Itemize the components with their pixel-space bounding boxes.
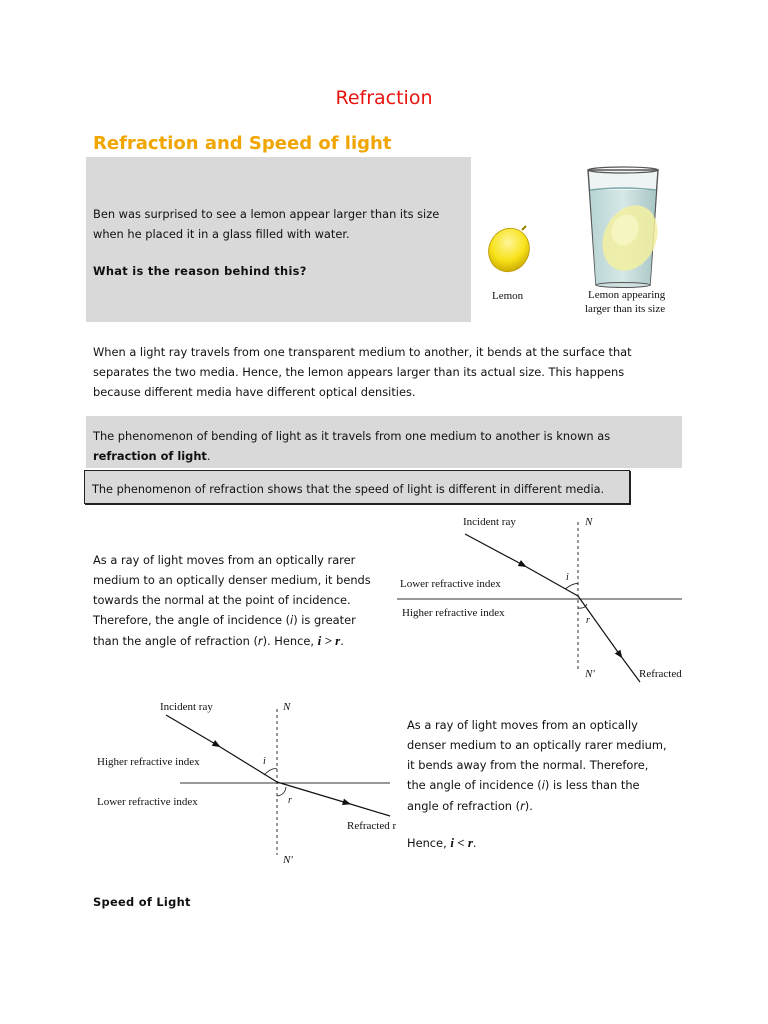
definition-period: .: [206, 449, 211, 463]
diagram1-lower-medium: Higher refractive index: [402, 607, 505, 619]
diagram2-angle-r: r: [288, 795, 292, 806]
speed-of-light-heading: Speed of Light: [93, 895, 191, 909]
rarer-denser-line5-b: ). Hence,: [262, 634, 318, 648]
diagram2-incident-label: Incident ray: [160, 701, 213, 713]
angle-r-symbol: r: [520, 799, 525, 813]
lemon-caption: Lemon: [492, 290, 524, 302]
speed-box-text: The phenomenon of refraction shows that the speed of light is different in different media.: [92, 483, 605, 496]
hence-label: Hence,: [407, 836, 451, 850]
diagram2-normal-top: N: [283, 701, 291, 713]
denser-rarer-hence: [407, 833, 477, 854]
rarer-denser-line4: [93, 610, 356, 631]
intro-text-line2: when he placed it in a glass filled with water.: [93, 227, 350, 241]
angle-r-symbol: r: [257, 634, 263, 648]
incident-ray: [465, 534, 523, 565]
explanation-line2: separates the two media. Hence, the lemon appears larger than its actual size. This happens: [93, 365, 625, 379]
incident-ray: [166, 715, 217, 745]
rarer-denser-line4-b: ) is greater: [293, 613, 356, 627]
relation-i-less-r: i < r: [450, 835, 473, 850]
definition-line1: The phenomenon of bending of light as it travels from one medium to another is known as: [93, 429, 611, 443]
diagram1-normal-top: N: [585, 516, 593, 528]
diagram1-refracted-label: Refracted: [639, 668, 682, 680]
explanation-line1: When a light ray travels from one transparent medium to another, it bends at the surface that: [93, 345, 632, 359]
rarer-denser-line4-a: Therefore, the angle of incidence (: [93, 613, 291, 627]
diagram2-lower-medium: Lower refractive index: [97, 796, 198, 808]
intro-text-line1: Ben was surprised to see a lemon appear larger than its size: [93, 207, 440, 221]
rarer-denser-line1: As a ray of light moves from an optically rarer: [93, 553, 356, 567]
denser-rarer-line2: denser medium to an optically rarer medium,: [407, 738, 667, 752]
diagram2-refracted-label: Refracted r: [347, 820, 397, 832]
rarer-denser-line5-c: .: [340, 634, 344, 648]
diagram1-incident-label: Incident ray: [463, 516, 516, 528]
definition-line2: [93, 446, 211, 467]
rarer-denser-line2: medium to an optically denser medium, it bends: [93, 573, 371, 587]
definition-term: refraction of light: [93, 449, 207, 463]
explanation-line3: because different media have different optical densities.: [93, 385, 416, 399]
diagram1-angle-r: r: [586, 615, 590, 626]
diagram1-normal-bottom: N': [585, 668, 595, 680]
glass-icon: [588, 167, 668, 288]
denser-rarer-line5-a: angle of refraction (: [407, 799, 521, 813]
diagram2-angle-i: i: [263, 756, 266, 767]
glass-caption-line1: Lemon appearing: [588, 289, 666, 301]
refraction-diagram-rarer-to-denser: [395, 510, 682, 685]
denser-rarer-line4: [407, 775, 640, 796]
denser-rarer-line4-b: ) is less than the: [544, 778, 640, 792]
diagram2-upper-medium: Higher refractive index: [97, 756, 200, 768]
diagram1-upper-medium: Lower refractive index: [400, 578, 501, 590]
page-title: Refraction: [335, 87, 433, 109]
intro-question: What is the reason behind this?: [93, 264, 307, 278]
refracted-ray: [578, 596, 620, 655]
denser-rarer-line4-a: the angle of incidence (: [407, 778, 542, 792]
denser-rarer-line1: As a ray of light moves from an optically: [407, 718, 638, 732]
diagram1-angle-i: i: [566, 572, 569, 583]
diagram2-normal-bottom: N': [283, 854, 293, 866]
section-heading: Refraction and Speed of light: [93, 133, 392, 154]
rarer-denser-line5-a: than the angle of refraction (: [93, 634, 258, 648]
angle-i-symbol: i: [290, 613, 294, 627]
relation-i-greater-r: i > r: [317, 633, 341, 648]
denser-rarer-line3: it bends away from the normal. Therefore,: [407, 758, 649, 772]
rarer-denser-line3: towards the normal at the point of incidence.: [93, 593, 351, 607]
denser-rarer-line5: [407, 796, 533, 817]
glass-caption-line2: larger than its size: [585, 303, 666, 315]
lemon-figure: [478, 160, 688, 325]
denser-rarer-line5-b: ).: [524, 799, 533, 813]
refraction-diagram-denser-to-rarer: [92, 695, 402, 870]
rarer-denser-line5: [93, 631, 344, 652]
lemon-icon: [482, 222, 537, 279]
hence-period: .: [472, 836, 477, 850]
angle-i-symbol: i: [541, 778, 545, 792]
